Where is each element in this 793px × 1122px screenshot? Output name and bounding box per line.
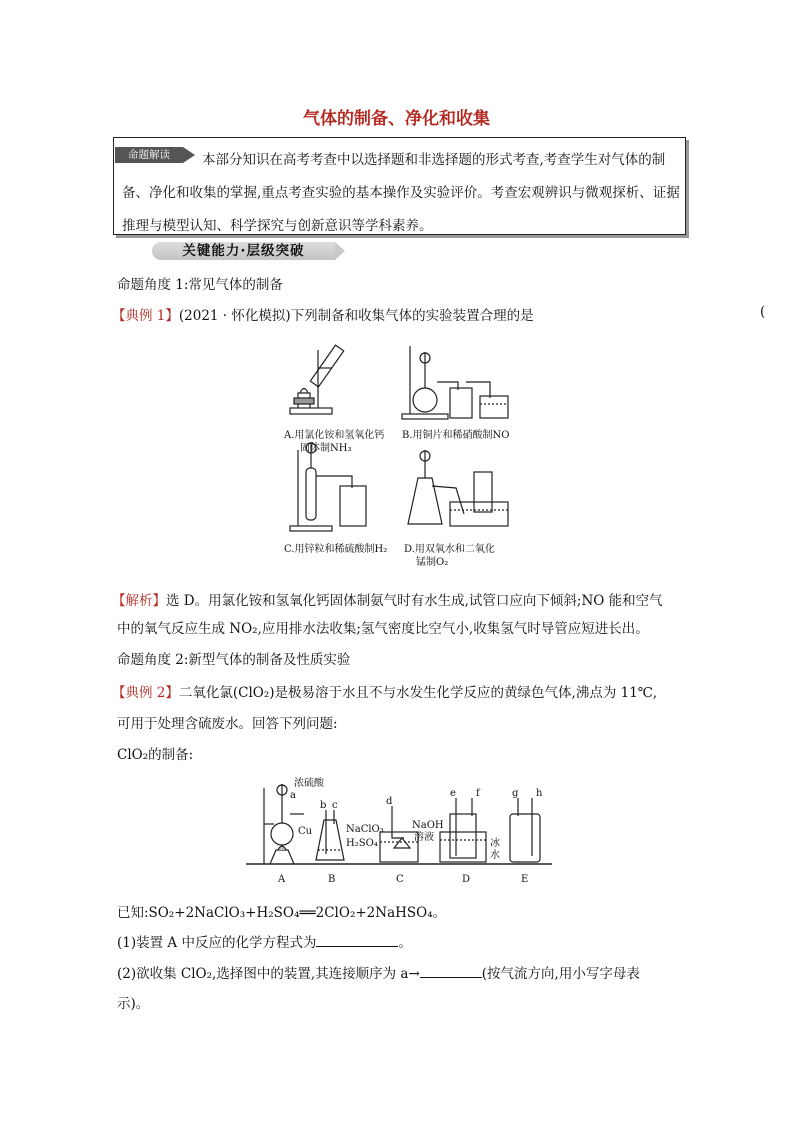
label-cu: Cu [298, 826, 313, 837]
port-h: h [536, 788, 543, 799]
stand-a-base [290, 408, 332, 414]
answer-blank-1[interactable] [316, 934, 398, 947]
trough-d [450, 502, 508, 526]
label-acid: 浓硫酸 [294, 778, 324, 789]
example-2-label: 【典例 2】 [112, 685, 179, 701]
port-a: a [290, 790, 296, 801]
label-naoh-2: 溶液 [414, 832, 434, 843]
bottle-c [340, 486, 366, 526]
intro-badge: 命题解读 [115, 147, 183, 163]
label-A: A [278, 874, 286, 885]
example-2-line2: 可用于处理含硫废水。回答下列问题: [117, 716, 338, 732]
question-1: (1)装置 A 中反应的化学方程式为 。 [117, 935, 412, 951]
intro-box [113, 137, 686, 235]
option-d-line1: D.用双氧水和二氧化 [404, 544, 495, 555]
label-ice-1: 冰 [490, 838, 500, 849]
label-D: D [462, 874, 471, 885]
port-f: f [476, 788, 480, 799]
question-2-line2: 示)。 [117, 996, 150, 1012]
port-d: d [386, 796, 393, 807]
known-equation: 已知:SO₂+2NaClO₃+H₂SO₄══2ClO₂+2NaHSO₄。 [117, 905, 447, 921]
label-ice-2: 水 [490, 850, 500, 861]
beaker-b [480, 396, 508, 418]
analysis-1-line1: 【解析】选 D。用氯化铵和氢氧化钙固体制氨气时有水生成,试管口应向下倾斜;NO 能和空气 [112, 593, 663, 609]
label-B: B [328, 874, 336, 885]
analysis-label: 【解析】 [112, 593, 166, 609]
option-b: B.用铜片和稀硝酸制NO [402, 430, 510, 441]
label-h2so4: H₂SO₄ [346, 838, 378, 849]
bottle-b [450, 388, 472, 418]
u-tube-d [450, 814, 476, 858]
port-e: e [450, 788, 456, 799]
angle-2-heading: 命题角度 2:新型气体的制备及性质实验 [117, 652, 351, 668]
example-1-stem [112, 304, 534, 324]
test-tube-a [310, 345, 343, 387]
label-naoh-1: NaOH [412, 820, 444, 831]
question-2: (2)欲收集 ClO₂,选择图中的装置,其连接顺序为 a→ (按气流方向,用小写字母表 [117, 966, 640, 982]
beaker-c [380, 832, 418, 862]
example-2-line1: 【典例 2】二氧化氯(ClO₂)是极易溶于水且不与水发生化学反应的黄绿色气体,沸点为 11℃, [112, 685, 658, 701]
conical-flask-d [408, 478, 442, 524]
option-a-line1: A.用氯化铵和氢氧化钙 [284, 430, 385, 441]
example-1-text: (2021 · 怀化模拟)下列制备和收集气体的实验装置合理的是 [178, 308, 534, 324]
flask-b [316, 820, 344, 860]
option-a-line2: 固体制NH₃ [300, 443, 352, 454]
answer-blank-2[interactable] [420, 965, 482, 978]
example-1-figure [280, 338, 520, 574]
port-b: b [320, 800, 327, 811]
test-tube-c [306, 468, 316, 520]
label-E: E [521, 874, 529, 885]
port-g: g [512, 788, 519, 799]
flask-b [413, 388, 437, 412]
burner-a [278, 846, 286, 850]
answer-paren: ( [760, 304, 766, 320]
port-c1: c [332, 800, 338, 811]
option-c: C.用锌粒和稀硫酸制H₂ [284, 544, 388, 555]
angle-1-heading: 命题角度 1:常见气体的制备 [117, 277, 283, 293]
option-d-line2: 锰制O₂ [416, 557, 449, 568]
label-naclo3: NaClO₃ [346, 824, 384, 835]
page-title: 气体的制备、净化和收集 [303, 109, 490, 129]
bottle-e [510, 814, 540, 862]
label-C: C [396, 874, 404, 885]
example-2-prep: ClO₂的制备: [117, 747, 194, 763]
gas-jar-d [474, 472, 492, 512]
funnel-c [394, 838, 410, 848]
analysis-1-line2: 中的氧气反应生成 NO₂,应用排水法收集;氢气密度比空气小,收集氢气时导管应短进长出。 [117, 621, 649, 637]
example-1-label: 【典例 1】 [112, 308, 179, 324]
flask-a [271, 823, 293, 845]
intro-text: 本部分知识在高考考查中以选择题和非选择题的形式考查,考查学生对气体的制备、净化和收集的掌握,重点考查实验的基本操作及实验评价。考查宏观辨识与微观探析、证据推理与模型认知、科学探究与创新意识等学科素养。 [122, 152, 680, 234]
section-banner: 关键能力·层级突破 [152, 242, 335, 260]
example-2-figure [244, 776, 554, 888]
